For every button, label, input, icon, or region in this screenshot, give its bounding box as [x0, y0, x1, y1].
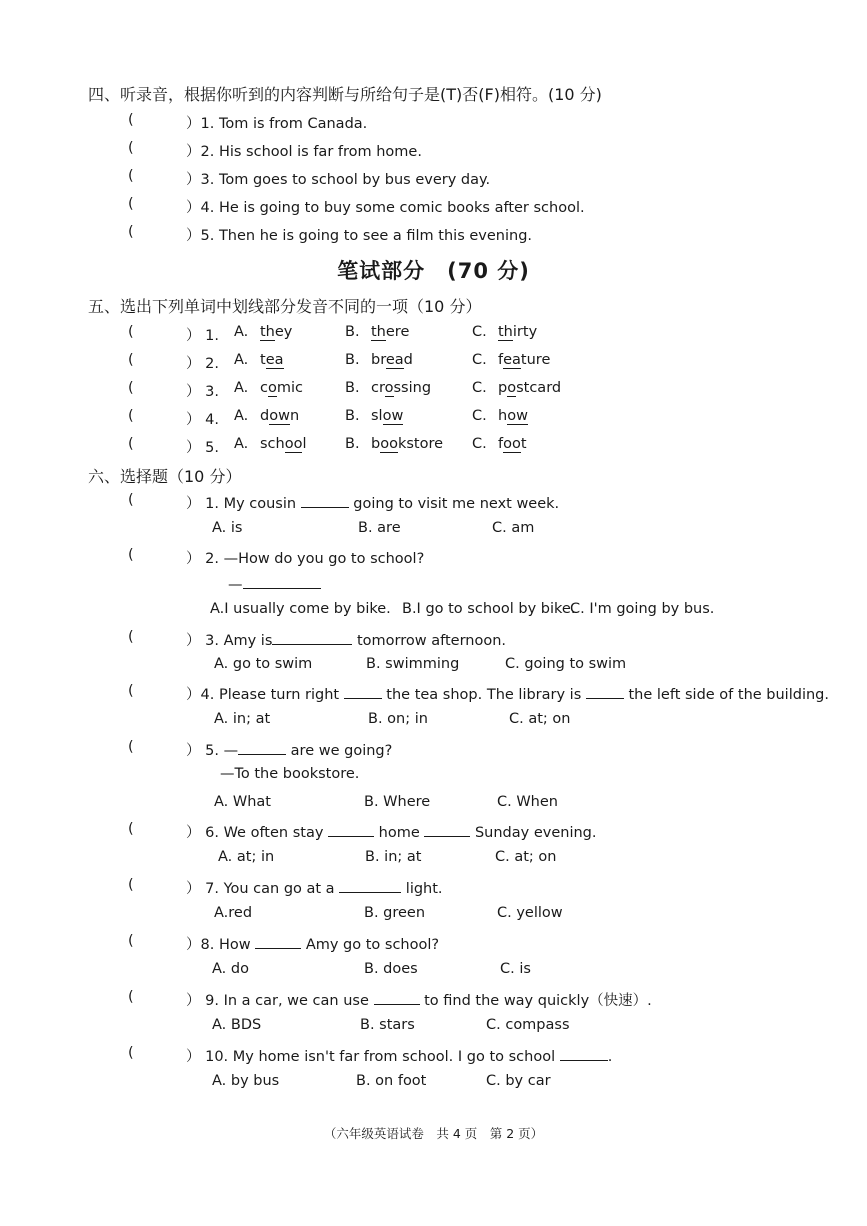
s5-option-a-letter: A.	[234, 324, 249, 340]
answer-paren-open: (	[128, 352, 134, 368]
q6-option-a: A. at; in	[218, 849, 275, 865]
word-part: ey	[274, 324, 293, 340]
s5-option-a-word	[260, 324, 292, 340]
q10-line	[186, 1045, 612, 1066]
q2-num: ） 2.	[186, 551, 219, 567]
s5-option-c-letter: C.	[472, 352, 487, 368]
q3-post: tomorrow afternoon.	[357, 633, 507, 649]
q8-option-b: B. does	[364, 961, 418, 977]
q2-line	[186, 547, 424, 568]
q10-option-c: C. by car	[486, 1073, 551, 1089]
answer-paren-open: (	[128, 547, 134, 563]
s5-option-c-word	[498, 408, 528, 424]
q8-post: Amy go to school?	[305, 937, 440, 953]
underlined-letters: ow	[507, 408, 528, 424]
underlined-letters: ea	[265, 352, 284, 368]
q3-line	[186, 629, 506, 650]
word-part: sch	[260, 436, 285, 452]
q5-blank	[238, 740, 286, 755]
q6-option-c: C. at; on	[495, 849, 557, 865]
underlined-letters: ow	[269, 408, 290, 424]
s5-option-b-letter: B.	[345, 436, 360, 452]
s5-option-b-word	[371, 380, 431, 396]
word-part: d	[403, 352, 413, 368]
q3-blank	[272, 630, 352, 645]
s5-item-num: ） 4.	[186, 412, 219, 428]
q5-num: ） 5.	[186, 743, 219, 759]
q7-line	[186, 877, 443, 898]
q1-line	[186, 492, 559, 513]
word-part: p	[498, 380, 508, 396]
q10-post: .	[607, 1049, 613, 1065]
s5-option-b-word	[371, 352, 413, 368]
q5-option-a: A. What	[214, 794, 271, 810]
q7-pre: You can go at a	[223, 881, 335, 897]
q7-num: ） 7.	[186, 881, 219, 897]
q10-pre: My home isn't far from school. I go to school	[232, 1049, 556, 1065]
q8-option-c: C. is	[500, 961, 531, 977]
underlined-letters: th	[371, 324, 386, 340]
q3-option-c: C. going to swim	[505, 656, 627, 672]
word-part: d	[260, 408, 270, 424]
underlined-letters: oo	[284, 436, 303, 452]
word-part: l	[302, 436, 307, 452]
word-part: b	[371, 436, 381, 452]
q4-option-c: C. at; on	[509, 711, 571, 727]
s5-option-b-word	[371, 408, 403, 424]
s5-option-a-letter: A.	[234, 380, 249, 396]
q1-post: going to visit me next week.	[353, 496, 560, 512]
q4-num: ）4.	[186, 687, 215, 703]
word-part: irty	[512, 324, 538, 340]
q9-num: ） 9.	[186, 993, 219, 1009]
word-part: n	[289, 408, 300, 424]
s5-option-b-word	[371, 324, 409, 340]
answer-paren-open: (	[128, 140, 134, 156]
word-part: mic	[276, 380, 303, 396]
word-part: cr	[371, 380, 385, 396]
answer-paren-open: (	[128, 324, 134, 340]
q4-pre: Please turn right	[218, 687, 340, 703]
underlined-letters: ow	[382, 408, 404, 424]
word-part: ssing	[393, 380, 432, 396]
word-part: h	[498, 408, 508, 424]
answer-paren-open: (	[128, 821, 134, 837]
answer-paren-open: (	[128, 933, 134, 949]
answer-paren-open: (	[128, 877, 134, 893]
word-part: t	[260, 352, 266, 368]
section6-heading: 六、选择题（10 分）	[88, 467, 242, 486]
answer-paren-open: (	[128, 739, 134, 755]
answer-paren-open: (	[128, 989, 134, 1005]
word-part: br	[371, 352, 386, 368]
q4-option-a: A. in; at	[214, 711, 271, 727]
s5-item-num: ） 2.	[186, 356, 219, 372]
s5-option-c-word	[498, 436, 527, 452]
q5-post: are we going?	[290, 743, 393, 759]
q2-blank	[243, 574, 321, 589]
s5-option-a-letter: A.	[234, 436, 249, 452]
q2-option-c: C. I'm going by bus.	[570, 601, 715, 617]
s5-option-c-letter: C.	[472, 408, 487, 424]
q5-answer: —To the bookstore.	[220, 766, 360, 782]
q5-option-c: C. When	[497, 794, 558, 810]
s5-item-num: ） 5.	[186, 440, 219, 456]
word-part: c	[260, 380, 268, 396]
s5-option-c-letter: C.	[472, 436, 487, 452]
q6-pre: We often stay	[223, 825, 324, 841]
q2-option-b: B.I go to school by bike.	[402, 601, 576, 617]
q9-blank	[374, 990, 420, 1005]
s4-item-3: ）3. Tom goes to school by bus every day.	[186, 172, 491, 188]
q4-option-b: B. on; in	[368, 711, 428, 727]
s5-option-c-word	[498, 380, 561, 396]
q2-question: —How do you go to school?	[223, 551, 425, 567]
answer-paren-open: (	[128, 224, 134, 240]
q8-option-a: A. do	[212, 961, 249, 977]
q3-option-b: B. swimming	[366, 656, 460, 672]
q3-option-a: A. go to swim	[214, 656, 313, 672]
underlined-letters: ea	[503, 352, 521, 368]
s5-option-a-letter: A.	[234, 352, 249, 368]
answer-paren-open: (	[128, 683, 134, 699]
answer-paren-open: (	[128, 196, 134, 212]
word-part: ere	[385, 324, 410, 340]
q1-blank	[301, 493, 349, 508]
s5-option-a-word	[260, 380, 303, 396]
answer-paren-open: (	[128, 112, 134, 128]
word-part: kstore	[397, 436, 444, 452]
s5-item-num: ） 3.	[186, 384, 219, 400]
q8-pre: How	[218, 937, 251, 953]
q1-option-a: A. is	[212, 520, 243, 536]
word-part: stcard	[516, 380, 562, 396]
underlined-letters: ea	[385, 352, 404, 368]
q1-option-c: C. am	[492, 520, 535, 536]
s5-option-c-word	[498, 324, 537, 340]
q8-line	[186, 933, 439, 954]
q4-blank-2	[586, 684, 624, 699]
q6-num: ） 6.	[186, 825, 219, 841]
s4-item-5: ）5. Then he is going to see a film this evening.	[186, 228, 533, 244]
s5-option-b-letter: B.	[345, 324, 360, 340]
q1-num: ） 1.	[186, 496, 219, 512]
q7-option-c: C. yellow	[497, 905, 563, 921]
answer-paren-open: (	[128, 168, 134, 184]
q5-option-b: B. Where	[364, 794, 431, 810]
q3-num: ） 3.	[186, 633, 219, 649]
s4-item-2: ）2. His school is far from home.	[186, 144, 422, 160]
q7-option-b: B. green	[364, 905, 426, 921]
s4-item-1: ）1. Tom is from Canada.	[186, 116, 368, 132]
q4-line	[186, 683, 829, 704]
s5-option-c-letter: C.	[472, 380, 487, 396]
q9-pre: In a car, we can use	[223, 993, 369, 1009]
q8-blank	[255, 934, 301, 949]
q1-pre: My cousin	[223, 496, 297, 512]
q6-option-b: B. in; at	[365, 849, 422, 865]
word-part: sl	[371, 408, 383, 424]
q4-post: the left side of the building.	[628, 687, 829, 703]
answer-paren-open: (	[128, 408, 134, 424]
q4-blank-1	[344, 684, 382, 699]
q6-mid: home	[378, 825, 420, 841]
q5-line	[186, 739, 392, 760]
s5-option-a-word	[260, 408, 299, 424]
answer-paren-open: (	[128, 492, 134, 508]
q10-num: ） 10.	[186, 1049, 229, 1065]
q9-line	[186, 989, 652, 1010]
answer-paren-open: (	[128, 380, 134, 396]
s5-option-b-letter: B.	[345, 408, 360, 424]
q5-pre: —	[223, 743, 239, 759]
word-part: t	[520, 436, 527, 452]
underlined-letters: oo	[503, 436, 521, 452]
q10-option-a: A. by bus	[212, 1073, 280, 1089]
underlined-letters: th	[260, 324, 275, 340]
q6-blank-1	[328, 822, 374, 837]
s5-option-a-letter: A.	[234, 408, 249, 424]
word-part: ture	[520, 352, 551, 368]
underlined-letters: o	[384, 380, 394, 396]
word-part: f	[498, 352, 504, 368]
q6-post: Sunday evening.	[474, 825, 597, 841]
q9-option-a: A. BDS	[212, 1017, 262, 1033]
answer-paren-open: (	[128, 436, 134, 452]
section4-heading: 四、听录音，根据你听到的内容判断与所给句子是(T)否(F)相符。(10 分)	[88, 85, 602, 104]
q7-blank	[339, 878, 401, 893]
page-footer: （六年级英语试卷 共 4 页 第 2 页）	[323, 1126, 544, 1141]
q1-option-b: B. are	[358, 520, 401, 536]
s5-option-c-word	[498, 352, 550, 368]
q9-option-c: C. compass	[486, 1017, 570, 1033]
q10-blank	[560, 1046, 608, 1061]
underlined-letters: o	[267, 380, 277, 396]
q10-option-b: B. on foot	[356, 1073, 427, 1089]
q2-answer-line	[228, 574, 321, 593]
answer-paren-open: (	[128, 1045, 134, 1061]
s5-option-b-letter: B.	[345, 380, 360, 396]
word-part: f	[498, 436, 504, 452]
q3-pre: Amy is	[223, 633, 273, 649]
answer-paren-open: (	[128, 629, 134, 645]
written-part-title: 笔试部分 (70 分)	[337, 259, 530, 283]
q7-option-a: A.red	[214, 905, 253, 921]
q2-option-a: A.I usually come by bike.	[210, 601, 391, 617]
q2-dash: —	[228, 577, 243, 593]
q6-blank-2	[424, 822, 470, 837]
q9-post: to find the way quickly（快速）.	[424, 993, 652, 1009]
q6-line	[186, 821, 596, 842]
q8-num: ）8.	[186, 937, 215, 953]
q4-mid: the tea shop. The library is	[386, 687, 582, 703]
underlined-letters: oo	[380, 436, 398, 452]
s5-item-num: ） 1.	[186, 328, 219, 344]
q7-post: light.	[405, 881, 443, 897]
s5-option-b-letter: B.	[345, 352, 360, 368]
underlined-letters: o	[507, 380, 517, 396]
q9-option-b: B. stars	[360, 1017, 415, 1033]
s4-item-4: ）4. He is going to buy some comic books after school.	[186, 200, 585, 216]
s5-option-b-word	[371, 436, 443, 452]
section5-heading: 五、选出下列单词中划线部分发音不同的一项（10 分）	[88, 297, 482, 316]
s5-option-c-letter: C.	[472, 324, 487, 340]
underlined-letters: th	[498, 324, 513, 340]
s5-option-a-word	[260, 436, 307, 452]
s5-option-a-word	[260, 352, 284, 368]
